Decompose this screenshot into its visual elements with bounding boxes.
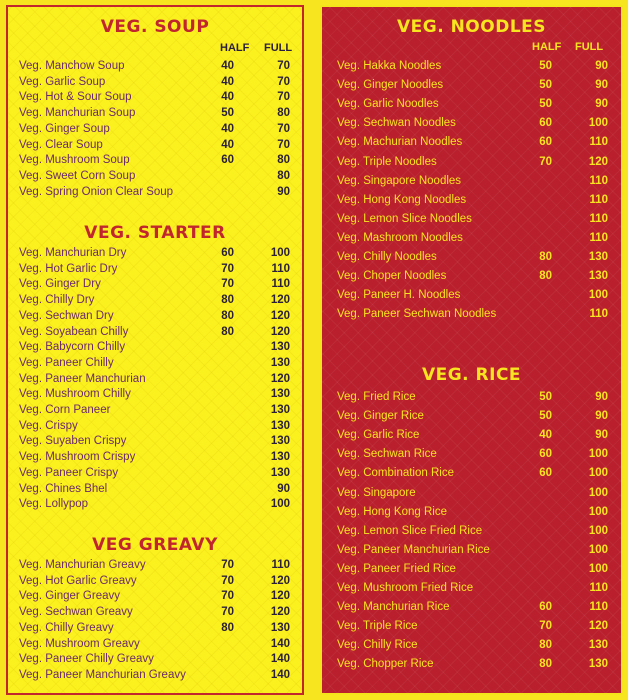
menu-item-name: Veg. Ginger Greavy — [19, 590, 120, 603]
menu-item-name: Veg. Suyaben Crispy — [19, 435, 127, 448]
menu-item-row — [8, 622, 302, 638]
menu-item-name: Veg. Paneer Manchurian Greavy — [19, 668, 186, 681]
section-title-soup: VEG. SOUP — [100, 17, 210, 37]
menu-item-full-price: 100 — [588, 486, 608, 499]
menu-item-row — [322, 467, 621, 483]
menu-item-full-price: 110 — [589, 601, 608, 614]
menu-item-name: Veg. Soyabean Chilly — [19, 325, 129, 338]
menu-item-row — [322, 270, 621, 286]
menu-item-name: Veg. Sechwan Rice — [337, 448, 437, 461]
menu-item-name: Veg. Triple Noodles — [337, 155, 437, 168]
menu-item-row — [8, 388, 302, 404]
menu-item-half-price: 80 — [539, 639, 552, 652]
menu-item-name: Veg. Singapore Noodles — [337, 174, 462, 187]
menu-item-row — [322, 639, 621, 655]
menu-item-row — [322, 429, 621, 445]
menu-item-row — [8, 357, 302, 373]
menu-item-full-price: 90 — [595, 391, 608, 403]
menu-item-row — [8, 326, 302, 342]
menu-item-row — [8, 76, 302, 92]
menu-item-half-price: 80 — [221, 325, 234, 338]
menu-item-half-price: 70 — [221, 606, 234, 619]
menu-item-row — [8, 60, 302, 76]
menu-item-row — [322, 620, 621, 636]
menu-item-half-price: 40 — [221, 75, 234, 88]
menu-item-name: Veg. Lemon Slice Noodles — [337, 212, 472, 225]
menu-item-row — [322, 391, 621, 407]
menu-item-row — [322, 251, 621, 267]
menu-item-full-price: 120 — [270, 606, 290, 619]
menu-item-name: Veg. Paneer Manchurian Rice — [337, 543, 490, 556]
menu-item-full-price: 120 — [270, 325, 290, 338]
menu-item-half-price: 60 — [539, 467, 552, 480]
menu-item-full-price: 80 — [277, 154, 290, 167]
menu-item-full-price: 110 — [589, 136, 608, 149]
menu-item-name: Veg. Mushroom Greavy — [19, 637, 140, 650]
menu-item-row — [8, 247, 302, 263]
menu-item-full-price: 140 — [270, 637, 290, 650]
menu-item-name: Veg. Chopper Rice — [337, 658, 434, 671]
menu-item-full-price: 100 — [270, 247, 290, 259]
menu-item-full-price: 130 — [588, 251, 608, 263]
menu-item-half-price: 50 — [539, 410, 552, 423]
menu-item-full-price: 120 — [270, 590, 290, 603]
right-menu-panel — [320, 5, 623, 695]
menu-item-full-price: 110 — [271, 559, 290, 571]
menu-item-name: Veg. Machurian Noodles — [337, 136, 463, 149]
menu-item-full-price: 80 — [277, 107, 290, 120]
menu-item-name: Veg. Singapore — [337, 486, 416, 499]
menu-item-full-price: 70 — [277, 138, 290, 151]
menu-item-name: Veg. Clear Soup — [19, 138, 103, 151]
menu-item-name: Veg. Paneer H. Noodles — [337, 289, 461, 302]
menu-item-full-price: 120 — [270, 309, 290, 322]
section-title-starter: VEG. STARTER — [84, 223, 226, 243]
menu-item-row — [8, 483, 302, 499]
menu-item-full-price: 130 — [588, 658, 608, 671]
menu-item-name: Veg. Manchurian Dry — [19, 247, 127, 259]
menu-item-half-price: 80 — [539, 658, 552, 671]
menu-item-full-price: 120 — [270, 574, 290, 587]
menu-item-half-price: 50 — [539, 79, 552, 92]
section-title-gravy: VEG GREAVY — [92, 535, 218, 555]
menu-item-half-price: 70 — [221, 559, 234, 571]
menu-item-full-price: 120 — [270, 372, 290, 385]
menu-item-row — [8, 404, 302, 420]
menu-item-row — [8, 154, 302, 170]
menu-item-full-price: 110 — [589, 231, 608, 244]
menu-item-name: Veg. Ginger Rice — [337, 410, 424, 423]
menu-item-full-price: 70 — [277, 60, 290, 72]
menu-item-row — [8, 341, 302, 357]
menu-item-row — [322, 582, 621, 598]
menu-item-half-price: 80 — [221, 309, 234, 322]
menu-item-full-price: 90 — [277, 482, 290, 495]
menu-item-half-price: 60 — [221, 247, 234, 259]
menu-item-full-price: 130 — [588, 639, 608, 652]
menu-item-row — [322, 117, 621, 133]
menu-item-full-price: 90 — [277, 185, 290, 198]
menu-item-row — [8, 186, 302, 202]
menu-item-name: Veg. Paneer Crispy — [19, 466, 119, 479]
menu-item-half-price: 40 — [221, 60, 234, 72]
menu-item-full-price: 130 — [270, 356, 290, 369]
menu-item-name: Veg. Paneer Manchurian — [19, 372, 146, 385]
menu-item-row — [8, 467, 302, 483]
menu-item-name: Veg. Corn Paneer — [19, 404, 111, 416]
menu-item-row — [322, 601, 621, 617]
menu-item-row — [8, 420, 302, 436]
menu-item-row — [8, 263, 302, 279]
menu-item-name: Veg. Paneer Chilly Greavy — [19, 653, 154, 666]
menu-item-name: Veg. Spring Onion Clear Soup — [19, 185, 174, 198]
menu-item-half-price: 60 — [539, 601, 552, 614]
menu-item-full-price: 110 — [271, 262, 290, 275]
menu-item-name: Veg. Mushroom Crispy — [19, 451, 136, 464]
menu-item-name: Veg. Combination Rice — [337, 467, 454, 480]
menu-item-row — [8, 575, 302, 591]
menu-item-name: Veg. Manchurian Soup — [19, 107, 136, 120]
menu-item-half-price: 40 — [221, 138, 234, 151]
menu-item-name: Veg. Mushroom Fried Rice — [337, 582, 474, 594]
menu-item-row — [322, 525, 621, 541]
menu-item-row — [8, 91, 302, 107]
menu-item-full-price: 100 — [588, 467, 608, 480]
half-header: HALF — [532, 41, 562, 53]
menu-item-row — [8, 373, 302, 389]
menu-item-half-price: 50 — [221, 107, 234, 120]
half-header: HALF — [220, 42, 250, 54]
menu-item-full-price: 130 — [270, 451, 290, 464]
menu-item-half-price: 60 — [221, 154, 234, 167]
menu-item-full-price: 130 — [270, 435, 290, 448]
menu-item-name: Veg. Lemon Slice Fried Rice — [337, 524, 483, 537]
menu-item-name: Veg. Sweet Corn Soup — [19, 169, 136, 182]
menu-item-row — [8, 435, 302, 451]
menu-item-row — [322, 98, 621, 114]
menu-item-half-price: 70 — [539, 155, 552, 168]
menu-item-row — [322, 79, 621, 95]
menu-item-half-price: 70 — [221, 574, 234, 587]
menu-item-name: Veg. Manchurian Greavy — [19, 559, 146, 571]
menu-item-full-price: 90 — [595, 429, 608, 442]
menu-item-row — [322, 136, 621, 152]
menu-item-row — [322, 658, 621, 674]
menu-item-half-price: 80 — [221, 621, 234, 634]
menu-item-row — [8, 669, 302, 685]
menu-item-full-price: 130 — [588, 270, 608, 283]
menu-item-full-price: 130 — [270, 466, 290, 479]
menu-item-row — [322, 232, 621, 248]
menu-item-name: Veg. Hong Kong Noodles — [337, 193, 467, 206]
menu-item-full-price: 110 — [589, 582, 608, 594]
menu-item-half-price: 50 — [539, 98, 552, 111]
menu-item-full-price: 130 — [270, 404, 290, 416]
menu-item-full-price: 130 — [270, 419, 290, 432]
menu-item-half-price: 80 — [221, 294, 234, 307]
menu-item-name: Veg. Babycorn Chilly — [19, 341, 126, 354]
menu-item-row — [322, 175, 621, 191]
menu-item-row — [322, 289, 621, 305]
menu-item-name: Veg. Hong Kong Rice — [337, 505, 447, 518]
menu-item-full-price: 110 — [589, 308, 608, 321]
menu-item-row — [322, 544, 621, 560]
menu-item-name: Veg. Paneer Sechwan Noodles — [337, 308, 497, 321]
left-menu-panel — [6, 5, 304, 695]
menu-item-half-price: 50 — [539, 60, 552, 72]
menu-item-row — [8, 310, 302, 326]
menu-item-name: Veg. Paneer Chilly — [19, 356, 114, 369]
menu-item-full-price: 140 — [270, 668, 290, 681]
section-title-rice: VEG. RICE — [421, 365, 522, 385]
menu-item-full-price: 100 — [270, 498, 290, 511]
menu-item-row — [8, 590, 302, 606]
menu-item-name: Veg. Lollypop — [19, 498, 89, 511]
menu-item-row — [322, 213, 621, 229]
menu-item-half-price: 70 — [221, 278, 234, 291]
menu-item-name: Veg. Hakka Noodles — [337, 60, 442, 72]
menu-item-name: Veg. Chines Bhel — [19, 482, 108, 495]
menu-item-name: Veg. Mushroom Soup — [19, 154, 130, 167]
menu-item-name: Veg. Hot & Sour Soup — [19, 91, 132, 104]
menu-item-row — [8, 139, 302, 155]
menu-item-full-price: 110 — [271, 278, 290, 291]
menu-item-full-price: 120 — [588, 620, 608, 633]
menu-item-half-price: 40 — [539, 429, 552, 442]
menu-item-row — [322, 156, 621, 172]
menu-item-name: Veg. Garlic Soup — [19, 75, 106, 88]
menu-item-name: Veg. Garlic Rice — [337, 429, 420, 442]
menu-item-full-price: 100 — [588, 543, 608, 556]
menu-item-name: Veg. Garlic Noodles — [337, 98, 439, 111]
menu-item-half-price: 50 — [539, 391, 552, 403]
menu-item-half-price: 70 — [539, 620, 552, 633]
menu-item-half-price: 40 — [221, 122, 234, 135]
menu-item-full-price: 100 — [588, 117, 608, 130]
menu-item-full-price: 90 — [595, 79, 608, 92]
menu-item-name: Veg. Manchow Soup — [19, 60, 125, 72]
menu-item-row — [8, 498, 302, 514]
menu-item-row — [322, 308, 621, 324]
menu-item-full-price: 70 — [277, 122, 290, 135]
menu-item-name: Veg. Hot Garlic Greavy — [19, 574, 137, 587]
menu-item-row — [8, 123, 302, 139]
menu-item-row — [322, 448, 621, 464]
menu-item-row — [8, 278, 302, 294]
menu-item-name: Veg. Ginger Soup — [19, 122, 110, 135]
menu-item-full-price: 130 — [270, 388, 290, 401]
menu-item-full-price: 110 — [589, 212, 608, 225]
menu-item-name: Veg. Paneer Fried Rice — [337, 562, 456, 575]
menu-item-name: Veg. Sechwan Greavy — [19, 606, 133, 619]
menu-item-full-price: 90 — [595, 60, 608, 72]
full-header: FULL — [575, 41, 604, 53]
menu-item-half-price: 60 — [539, 136, 552, 149]
menu-item-row — [8, 294, 302, 310]
menu-item-half-price: 60 — [539, 117, 552, 130]
menu-item-name: Veg. Manchurian Rice — [337, 601, 450, 614]
menu-item-full-price: 100 — [588, 448, 608, 461]
menu-item-name: Veg. Ginger Noodles — [337, 79, 444, 92]
menu-item-full-price: 100 — [588, 524, 608, 537]
menu-item-name: Veg. Hot Garlic Dry — [19, 262, 118, 275]
menu-item-row — [322, 563, 621, 579]
menu-item-name: Veg. Mashroom Noodles — [337, 231, 463, 244]
section-title-noodles: VEG. NOODLES — [396, 17, 547, 37]
menu-item-name: Veg. Triple Rice — [337, 620, 418, 633]
menu-item-name: Veg. Sechwan Dry — [19, 309, 114, 322]
menu-item-name: Veg. Chilly Greavy — [19, 621, 114, 634]
menu-item-full-price: 70 — [277, 75, 290, 88]
menu-item-name: Veg. Chilly Noodles — [337, 251, 437, 263]
menu-item-row — [322, 487, 621, 503]
menu-item-row — [8, 653, 302, 669]
menu-item-full-price: 120 — [270, 294, 290, 307]
menu-item-name: Veg. Crispy — [19, 419, 78, 432]
menu-item-half-price: 60 — [539, 448, 552, 461]
menu-item-full-price: 70 — [277, 91, 290, 104]
menu-item-row — [322, 60, 621, 76]
menu-item-row — [8, 451, 302, 467]
menu-item-full-price: 130 — [270, 341, 290, 354]
menu-item-full-price: 100 — [588, 505, 608, 518]
menu-item-name: Veg. Fried Rice — [337, 391, 416, 403]
menu-item-name: Veg. Ginger Dry — [19, 278, 101, 291]
menu-item-row — [8, 559, 302, 575]
menu-item-name: Veg. Chilly Dry — [19, 294, 95, 307]
menu-item-row — [322, 194, 621, 210]
menu-item-full-price: 100 — [588, 562, 608, 575]
menu-item-full-price: 140 — [270, 653, 290, 666]
menu-item-row — [322, 506, 621, 522]
menu-item-half-price: 80 — [539, 251, 552, 263]
menu-item-full-price: 90 — [595, 98, 608, 111]
menu-item-full-price: 80 — [277, 169, 290, 182]
menu-item-name: Veg. Chilly Rice — [337, 639, 418, 652]
menu-item-full-price: 110 — [589, 174, 608, 187]
menu-item-half-price: 70 — [221, 590, 234, 603]
menu-item-name: Veg. Sechwan Noodles — [337, 117, 456, 130]
menu-item-full-price: 110 — [589, 193, 608, 206]
menu-item-row — [8, 170, 302, 186]
menu-item-full-price: 90 — [595, 410, 608, 423]
menu-item-half-price: 80 — [539, 270, 552, 283]
menu-item-row — [322, 410, 621, 426]
menu-item-name: Veg. Mushroom Chilly — [19, 388, 131, 401]
menu-item-half-price: 70 — [221, 262, 234, 275]
menu-item-full-price: 120 — [588, 155, 608, 168]
menu-item-full-price: 130 — [270, 621, 290, 634]
menu-item-row — [8, 107, 302, 123]
full-header: FULL — [264, 42, 293, 54]
menu-item-half-price: 40 — [221, 91, 234, 104]
menu-item-name: Veg. Choper Noodles — [337, 270, 447, 283]
menu-item-full-price: 100 — [588, 289, 608, 302]
menu-item-row — [8, 638, 302, 654]
menu-item-row — [8, 606, 302, 622]
